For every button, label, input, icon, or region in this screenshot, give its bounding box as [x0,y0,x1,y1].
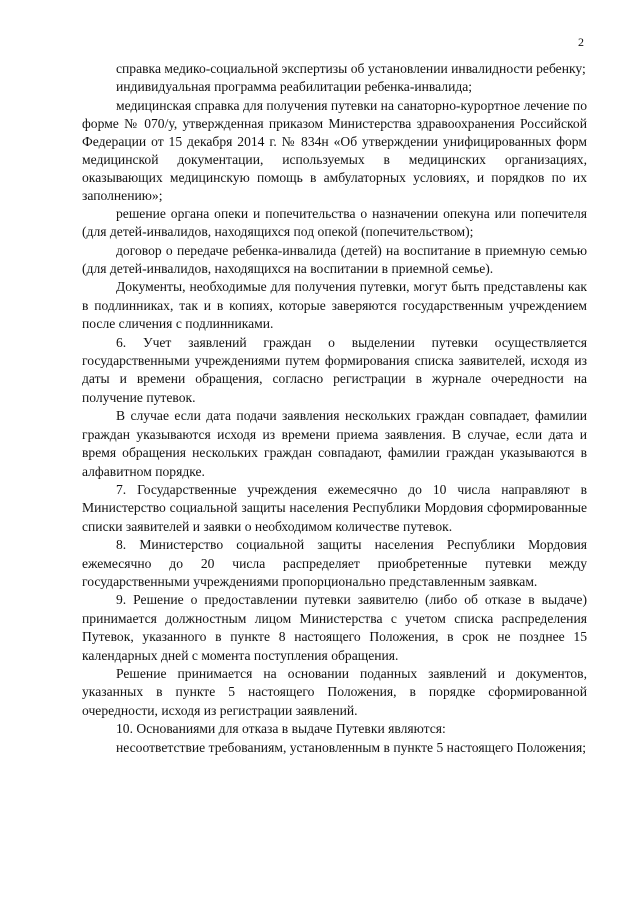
paragraph: 10. Основаниями для отказа в выдаче Путевки являются: [116,721,446,737]
paragraph: договор о передаче ребенка-инвалида (детей) на воспитание в приемную семью (для детей-инвалидов, находящихся на воспитании в приемной семье). [82,242,587,277]
paragraph: решение органа опеки и попечительства о назначении опекуна или попечителя (для детей-инвалидов, находящихся под опекой (попечительством); [82,205,587,240]
document-body [82,60,587,757]
paragraph: 6. Учет заявлений граждан о выделении путевки осуществляется государственными учреждениями путем формирования списка заявителей, исходя из даты и времени обращения, согласно регистрации в журнале очередности на получение путевок. [82,334,587,405]
paragraph: индивидуальная программа реабилитации ребенка-инвалида; [116,79,473,95]
page-number: 2 [578,35,584,49]
paragraph: 8. Министерство социальной защиты населения Республики Мордовия ежемесячно до 20 числа распределяет приобретенные путевки между государственными учреждениями пропорционально представленным заявкам. [82,537,587,589]
paragraph: Решение принимается на основании поданных заявлений и документов, указанных в пункте 5 настоящего Положения, в порядке сформированной очередности, исходя из регистрации заявлений. [82,665,587,718]
paragraph: 7. Государственные учреждения ежемесячно до 10 числа направляют в Министерство социальной защиты населения Республики Мордовия сформированные списки заявителей и заявки о необходимом количестве путевок. [82,481,587,534]
paragraph: 9. Решение о предоставлении путевки заявителю (либо об отказе в выдаче) принимается должностным лицом Министерства с учетом списка распределения Путевок, указанного в пункте 8 настоящего Положения, в срок не позднее 15 календарных дней с момента поступления обращения. [82,592,587,663]
paragraph: справка медико-социальной экспертизы об установлении инвалидности ребенку; [116,61,586,76]
paragraph: несоответствие требованиям, установленным в пункте 5 настоящего Положения; [116,739,587,755]
paragraph: Документы, необходимые для получения путевки, могут быть представлены как в подлинниках, так и в копиях, которые заверяются государственным учреждением после сличения с подлинниками. [82,279,587,332]
paragraph: медицинская справка для получения путевки на санаторно-курортное лечение по форме № 070/у, утвержденная приказом Министерства здравоохранения Российской Федерации от 15 декабря 2014 г. № 834н «Об утверждении унифицированных форм медицинской документации, используемых в медицинских организациях, оказывающих медицинскую помощь в амбулаторных условиях, и порядков по их заполнению»; [82,97,587,203]
paragraph: В случае если дата подачи заявления нескольких граждан совпадает, фамилии граждан указываются исходя из времени приема заявления. В случае, если дата и время обращения нескольких граждан совпадают, фамилии граждан указываются в алфавитном порядке. [82,408,587,479]
